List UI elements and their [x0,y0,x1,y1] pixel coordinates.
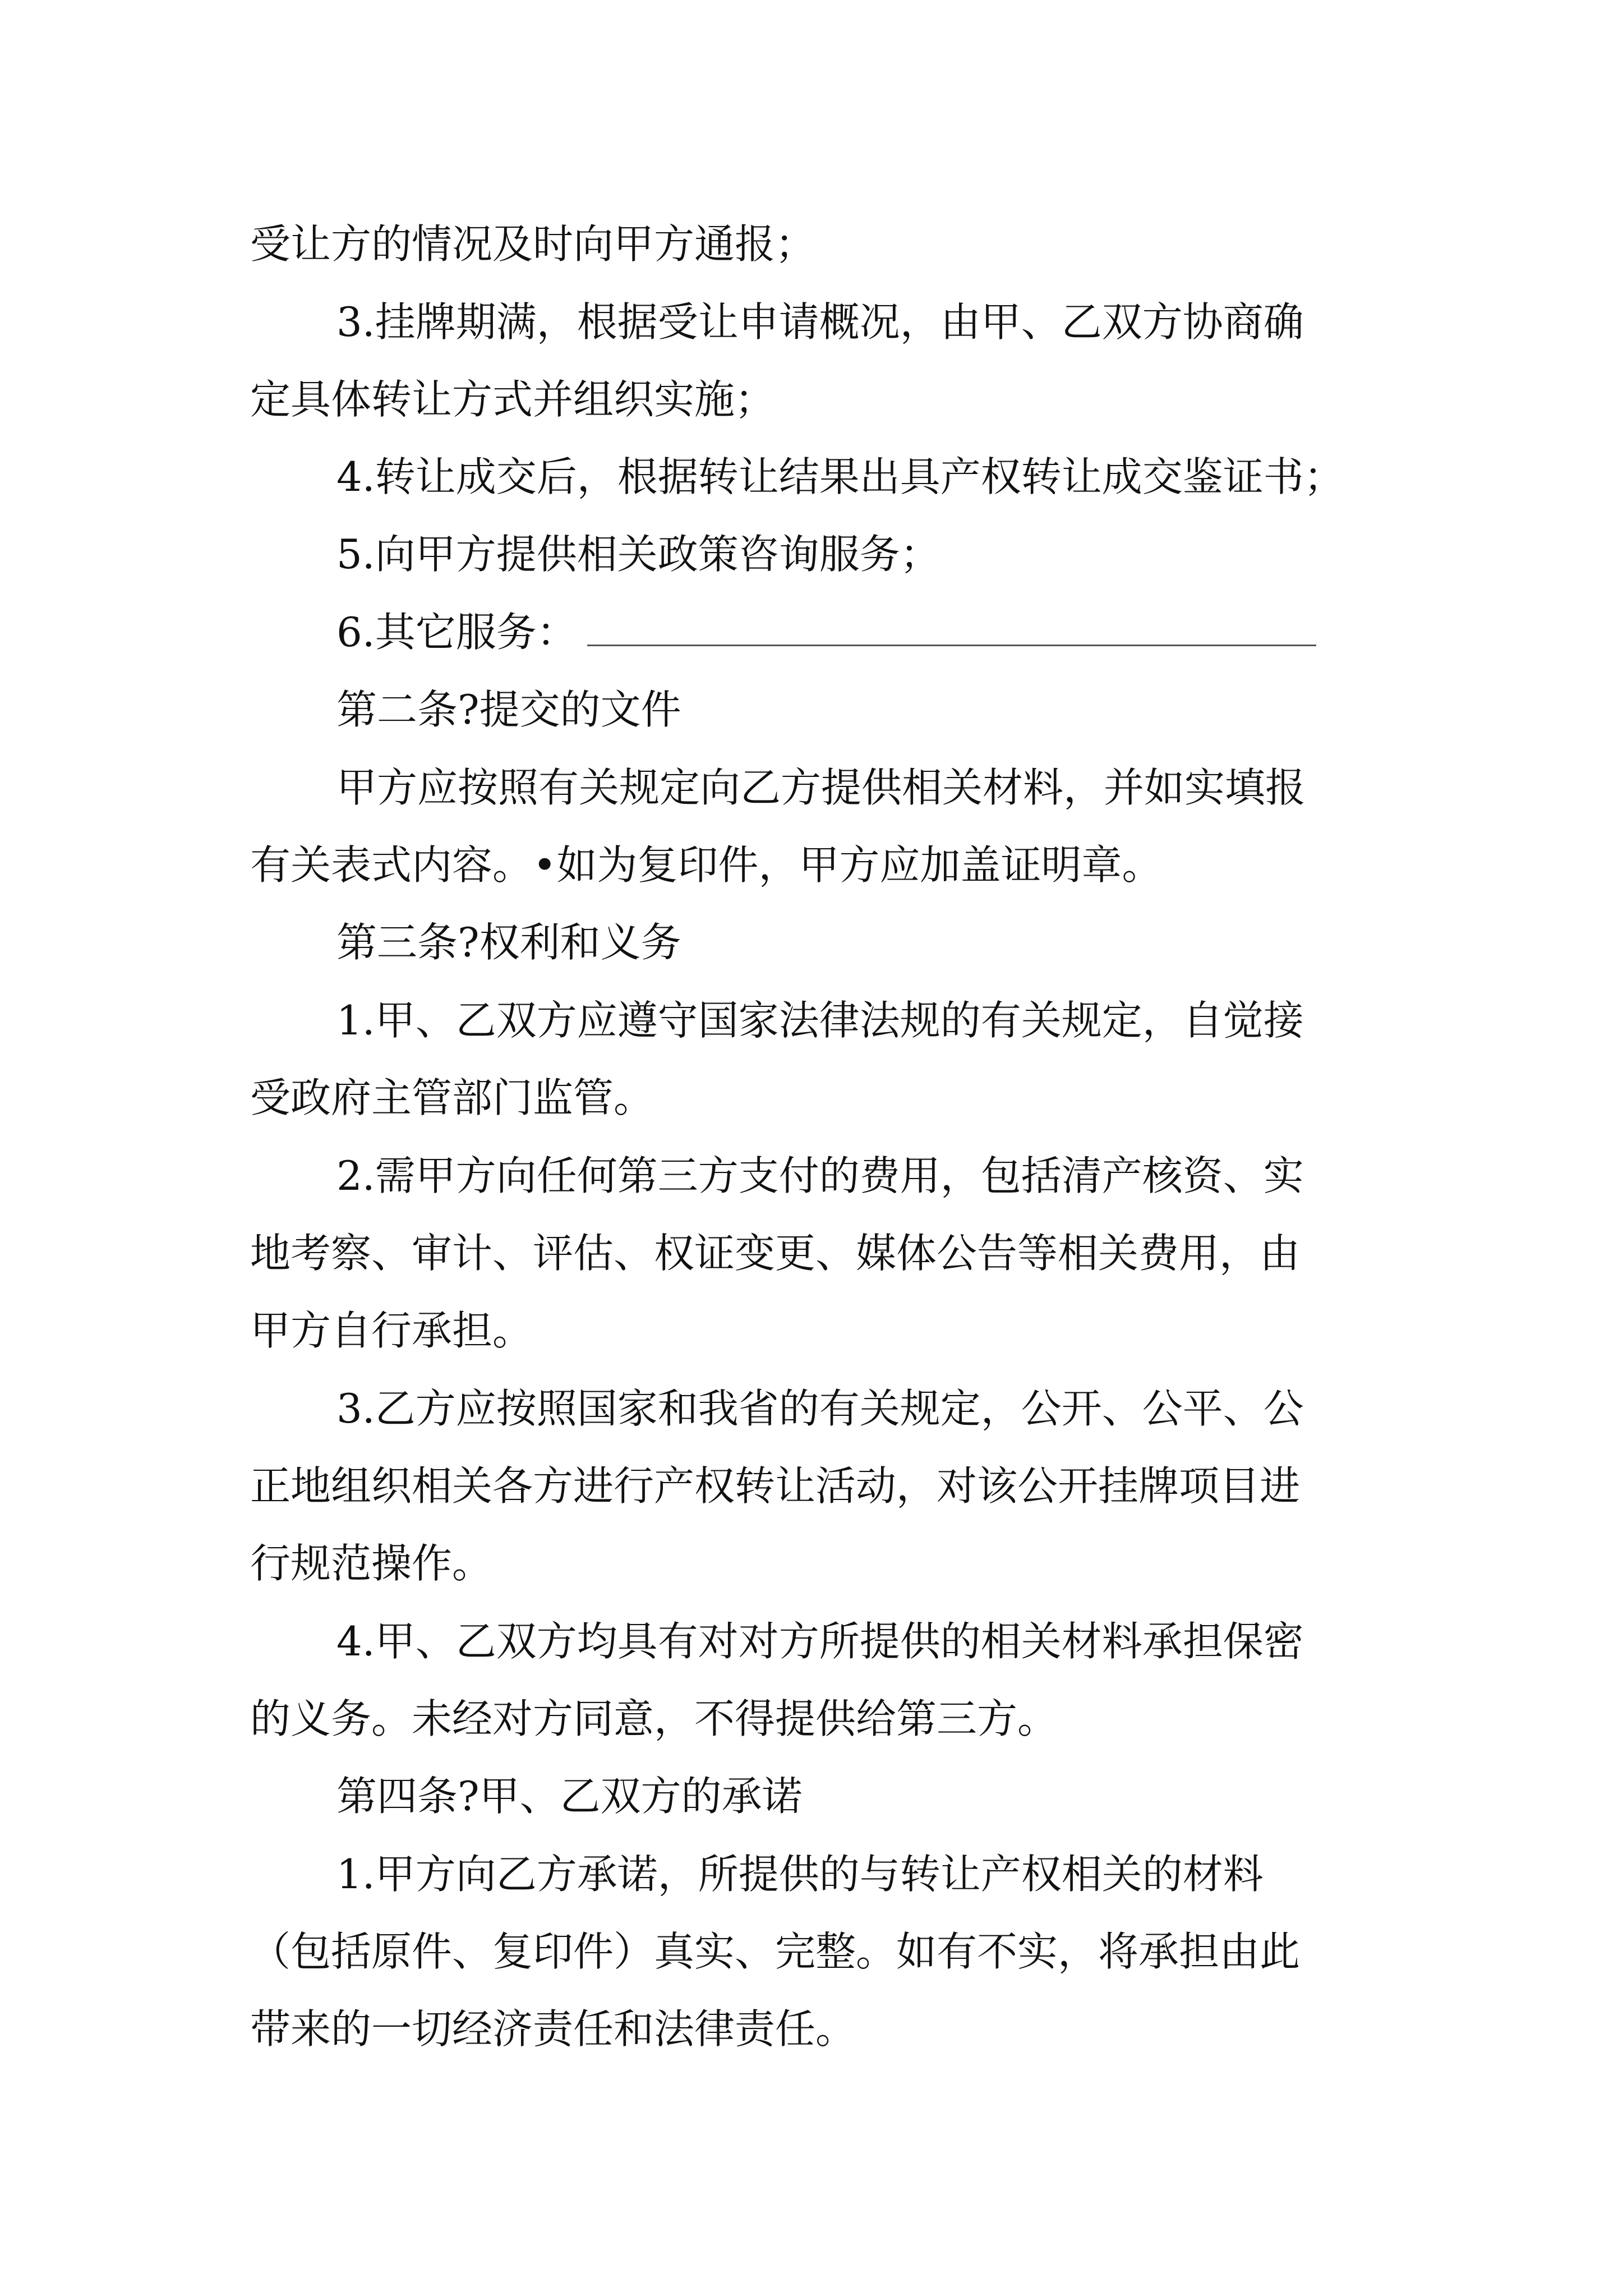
text-line: 4.转让成交后，根据转让结果出具产权转让成交鉴证书； [336,453,1344,500]
other-services-line [336,604,1316,660]
text-line: 定具体转让方式并组织实施； [250,376,776,423]
text-line: 4.甲、乙双方均具有对对方所提供的相关材料承担保密 [336,1618,1304,1665]
text-line: 甲方应按照有关规定向乙方提供相关材料，并如实填报 [336,764,1306,811]
text-line: 6.其它服务： [336,609,577,656]
text-line: 受让方的情况及时向甲方通报； [250,220,816,268]
text-line: 5.向甲方提供相关政策咨询服务； [336,531,940,578]
text-line: 受政府主管部门监管。 [250,1074,654,1121]
text-line: 3.挂牌期满，根据受让申请概况，由甲、乙双方协商确 [336,298,1304,346]
text-line: （包括原件、复印件）真实、完整。如有不实，将承担由此 [250,1928,1301,1975]
text-line: 正地组织相关各方进行产权转让活动，对该公开挂牌项目进 [250,1462,1301,1510]
text-line: 的义务。未经对方同意，不得提供给第三方。 [250,1695,1058,1742]
section-heading: 第二条?提交的文件 [336,686,681,733]
text-line: 带来的一切经济责任和法律责任。 [250,2005,856,2053]
text-line: 2.需甲方向任何第三方支付的费用，包括清产核资、实 [336,1152,1304,1199]
text-line: 地考察、审计、评估、权证变更、媒体公告等相关费用，由 [250,1230,1301,1277]
text-line: 1.甲、乙双方应遵守国家法律法规的有关规定，自觉接 [336,997,1304,1044]
section-heading: 第四条?甲、乙双方的承诺 [336,1773,803,1820]
section-heading: 第三条?权利和义务 [336,919,681,966]
text-line: 有关表式内容。•如为复印件，甲方应加盖证明章。 [250,841,1163,889]
text-line: 行规范操作。 [250,1540,493,1587]
text-line: 3.乙方应按照国家和我省的有关规定，公开、公平、公 [336,1385,1304,1432]
text-line: 1.甲方向乙方承诺，所提供的与转让产权相关的材料 [336,1851,1264,1898]
text-line: 甲方自行承担。 [250,1307,533,1354]
fill-in-blank [587,622,1316,646]
